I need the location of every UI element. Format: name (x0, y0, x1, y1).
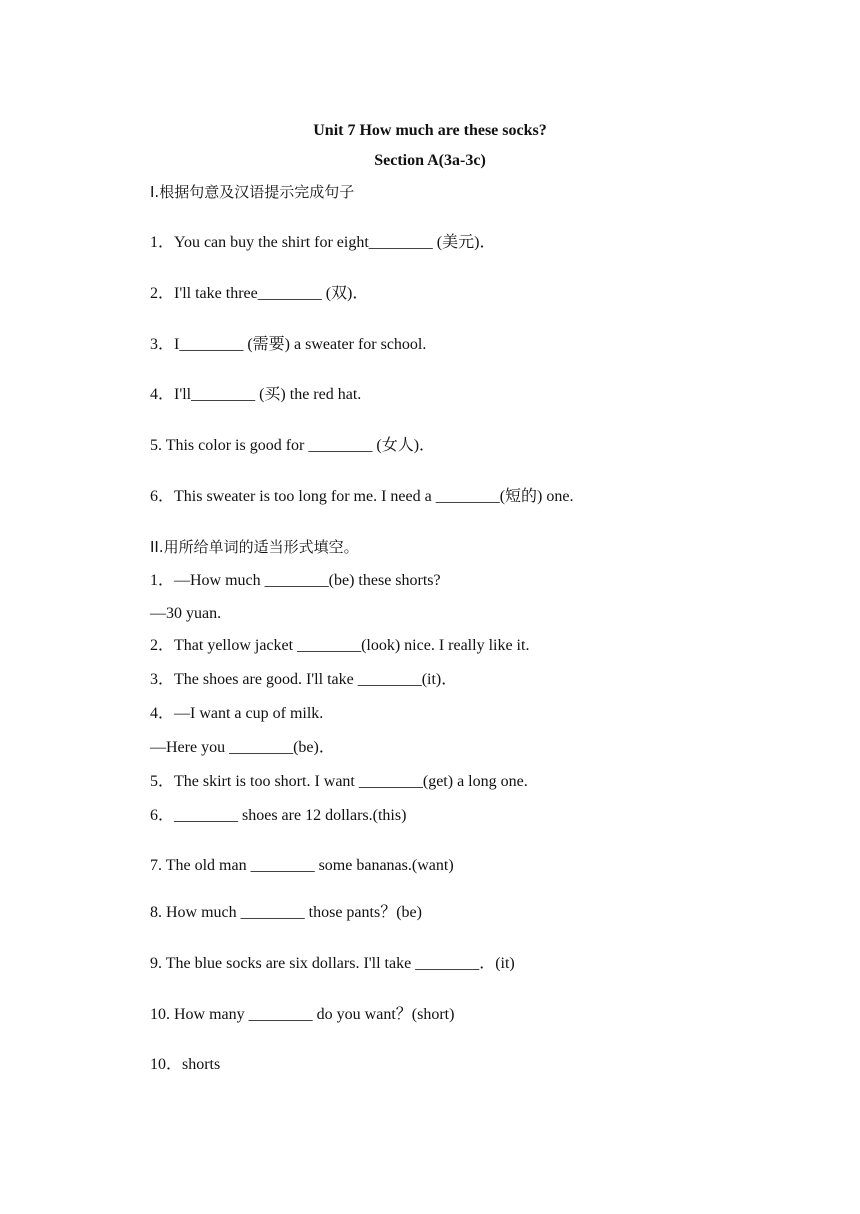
part2-item: —Here you ________(be)． (150, 739, 335, 756)
part1-item: 2．I'll take three________ (双)． (150, 285, 369, 302)
answer-line: 10．shorts (150, 1056, 221, 1073)
part1-item: 6．This sweater is too long for me. I need a ________(短的) one. (150, 488, 574, 505)
part1-item: 4．I'll________ (买) the red hat. (150, 386, 362, 403)
part1-item: 1．You can buy the shirt for eight________ (美元)． (150, 234, 496, 251)
part2-item: 5．The skirt is too short. I want ________(get) a long one. (150, 773, 528, 790)
part2-item: —30 yuan. (150, 605, 222, 622)
page-subtitle: Section A(3a-3c) (374, 152, 486, 169)
part2-item: 2．That yellow jacket ________(look) nice. I really like it. (150, 637, 530, 654)
part2-item: 8. How much ________ those pants？(be) (150, 904, 422, 921)
part2-heading: II.用所给单词的适当形式填空。 (150, 538, 359, 556)
part2-item: 6．________ shoes are 12 dollars.(this) (150, 807, 407, 824)
page-title: Unit 7 How much are these socks? (313, 122, 547, 139)
part1-heading: Ⅰ.根据句意及汉语提示完成句子 (150, 183, 355, 201)
part2-item: 7. The old man ________ some bananas.(want) (150, 857, 454, 874)
part2-item: 4．—I want a cup of milk. (150, 705, 324, 722)
part2-item: 10. How many ________ do you want？(short) (150, 1006, 455, 1023)
part2-item: 1．—How much ________(be) these shorts? (150, 572, 441, 589)
part2-item: 9. The blue socks are six dollars. I'll take ________．(it) (150, 955, 515, 972)
part2-item: 3．The shoes are good. I'll take ________(it)． (150, 671, 458, 688)
part1-item: 5. This color is good for ________ (女人)． (150, 437, 436, 454)
part1-item: 3．I________ (需要) a sweater for school. (150, 336, 427, 353)
